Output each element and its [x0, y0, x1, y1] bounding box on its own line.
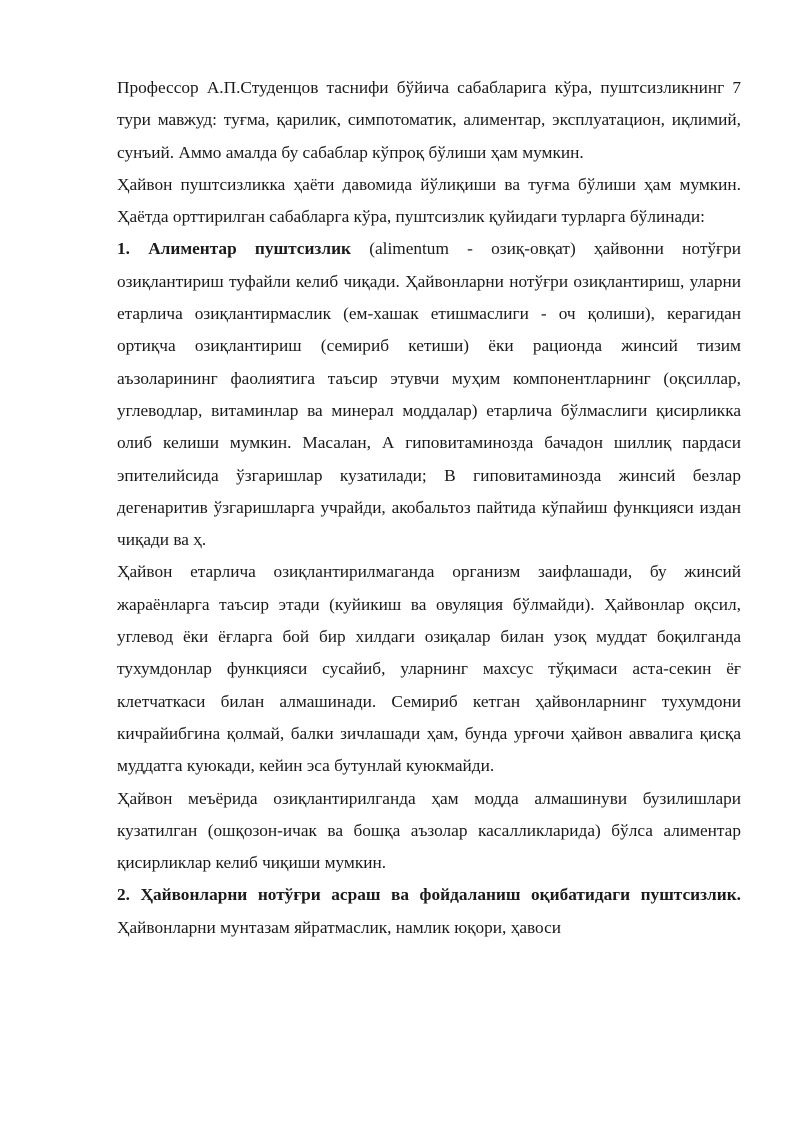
paragraph-husbandry — [117, 879, 741, 944]
section-heading-alimentary: 1. Алиментар пуштсизлик — [117, 239, 351, 259]
paragraph-underfeeding: Ҳайвон етарлича озиқлантирилмаганда организм заифлашади, бу жинсий жараёнларга таъсир этади (куйикиш ва овуляция бўлмайди). Ҳайвонлар оқсил, углевод ёки ёғларга бой бир хилдаги озиқалар билан узоқ муддат боқилганда тухумдонлар функцияси сусайиб, уларнинг махсус тўқимаси аста-секин ёғ клетчаткаси билан алмашинади. Семириб кетган ҳайвонларнинг тухумдони кичрайибгина қолмай, балки зичлашади ҳам, бунда урғочи ҳайвон аввалига қисқа муддатга куюкади, кейин эса бутунлай куюкмайди. — [117, 562, 741, 776]
paragraph-classification: Профессор А.П.Студенцов таснифи бўйича сабабларига кўра, пуштсизликнинг 7 тури мавжуд: туғма, қарилик, симпотоматик, алиментар, эксплуатацион, иқлимий, сунъий. Аммо амалда бу сабаблар кўпроқ бўлиши ҳам мумкин. — [117, 78, 741, 162]
paragraph-alimentary — [117, 233, 741, 556]
paragraph-metabolism: Ҳайвон меъёрида озиқлантирилганда ҳам модда алмашинуви бузилишлари кузатилган (ошқозон-ичак ва бошқа аъзолар касалликларида) бўлса алиментар қисирликлар келиб чиқиши мумкин. — [117, 788, 741, 873]
section-heading-husbandry: 2. Ҳайвонларни нотўғри асраш ва фойдаланиш оқибатидаги пуштсизлик. — [117, 885, 741, 905]
document-page — [117, 72, 741, 944]
paragraph-alimentary-text: (alimentum - озиқ-овқат) ҳайвонни нотўғри озиқлантириш туфайли келиб чиқади. Ҳайвонларни нотўғри озиқлантириш, уларни етарлича озиқлантирмаслик (ем-хашак етишмаслиги - оч қолиши), керагидан ортиқча озиқлантириш (семириб кетиши) ёки рационда жинсий тизим аъзоларининг фаолиятига таъсир этувчи муҳим компонентларнинг (оқсиллар, углеводлар, витаминлар ва минерал моддалар) етарлича бўлмаслиги қисирликка олиб келиши мумкин. Масалан, А гиповитаминозда бачадон шиллиқ пардаси эпителийсида ўзгаришлар кузатилади; В гиповитаминозда жинсий безлар дегенаритив ўзгаришларга учрайди, акобальтоз пайтида кўпайиш функцияси издан чиқади ва ҳ. — [117, 239, 741, 550]
paragraph-acquired-causes: Ҳайвон пуштсизликка ҳаёти давомида йўлиқиши ва туғма бўлиши ҳам мумкин. Ҳаётда орттирилган сабабларга кўра, пуштсизлик қуйидаги турларга бўлинади: — [117, 174, 741, 227]
paragraph-husbandry-text: Ҳайвонларни мунтазам яйратмаслик, намлик юқори, ҳавоси — [117, 917, 562, 937]
